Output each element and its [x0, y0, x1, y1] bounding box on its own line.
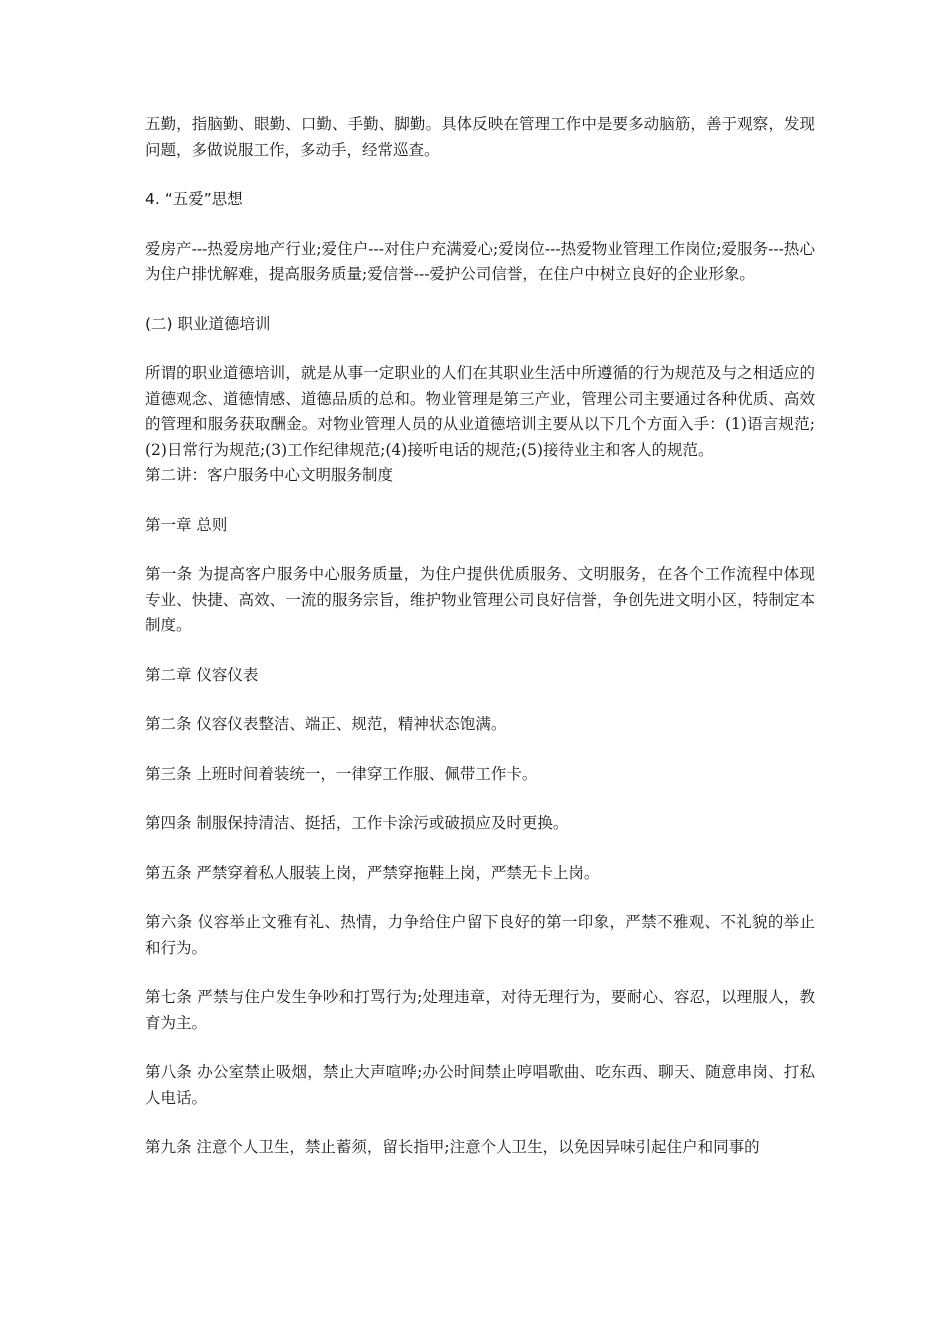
paragraph-five-diligences: 五勤，指脑勤、眼勤、口勤、手勤、脚勤。具体反映在管理工作中是要多动脑筋，善于观察，发现问题，多做说服工作，多动手，经常巡查。 — [145, 115, 815, 159]
article-five: 第五条 严禁穿着私人服装上岗，严禁穿拖鞋上岗，严禁无卡上岗。 — [145, 863, 600, 882]
document-body — [145, 112, 815, 1185]
article-two: 第二条 仪容仪表整洁、端正、规范，精神状态饱满。 — [145, 715, 507, 733]
paragraph-professional-ethics: 所谓的职业道德培训，就是从事一定职业的人们在其职业生活中所遵循的行为规范及与之相适应的道德观念、道德情感、道德品质的总和。物业管理是第三产业，管理公司主要通过各种优质、高效的管理和服务获取酬金。对物业管理人员的从业道德培训主要从以下几个方面入手：(1)语言规范;(2)日常行为规范;(3)工作纪律规范;(4)接听电话的规范;(5)接待业主和客人的规范。 — [145, 364, 815, 459]
article-one: 第一条 为提高客户服务中心服务质量，为住户提供优质服务、文明服务，在各个工作流程中体现专业、快捷、高效、一流的服务宗旨，维护物业管理公司良好信誉，争创先进文明小区，特制定本制度。 — [145, 565, 815, 634]
article-six: 第六条 仪容举止文雅有礼、热情，力争给住户留下良好的第一印象，严禁不雅观、不礼貌的举止和行为。 — [145, 913, 815, 957]
article-nine: 第九条 注意个人卫生，禁止蓄须，留长指甲;注意个人卫生，以免因异味引起住户和同事的 — [145, 1138, 760, 1156]
heading-lecture-two: 第二讲：客户服务中心文明服务制度 — [145, 466, 394, 484]
article-three: 第三条 上班时间着装统一，一律穿工作服、佩带工作卡。 — [145, 764, 538, 783]
heading-chapter-two: 第二章 仪容仪表 — [145, 665, 259, 684]
heading-chapter-one: 第一章 总则 — [145, 515, 228, 534]
heading-professional-ethics: (二) 职业道德培训 — [145, 314, 271, 333]
heading-five-loves: 4. “五爱”思想 — [145, 190, 243, 208]
article-seven: 第七条 严禁与住户发生争吵和打骂行为;处理违章，对待无理行为，要耐心、容忍，以理服人，教育为主。 — [145, 988, 815, 1032]
article-four: 第四条 制服保持清洁、挺括，工作卡涂污或破损应及时更换。 — [145, 814, 569, 832]
article-eight: 第八条 办公室禁止吸烟，禁止大声喧哗;办公时间禁止哼唱歌曲、吃东西、聊天、随意串岗、打私人电话。 — [145, 1063, 815, 1107]
paragraph-five-loves: 爱房产---热爱房地产行业;爱住户---对住户充满爱心;爱岗位---热爱物业管理工作岗位;爱服务---热心为住户排忧解难，提高服务质量;爱信誉---爱护公司信誉，在住户中树立良好的企业形象。 — [145, 239, 815, 283]
